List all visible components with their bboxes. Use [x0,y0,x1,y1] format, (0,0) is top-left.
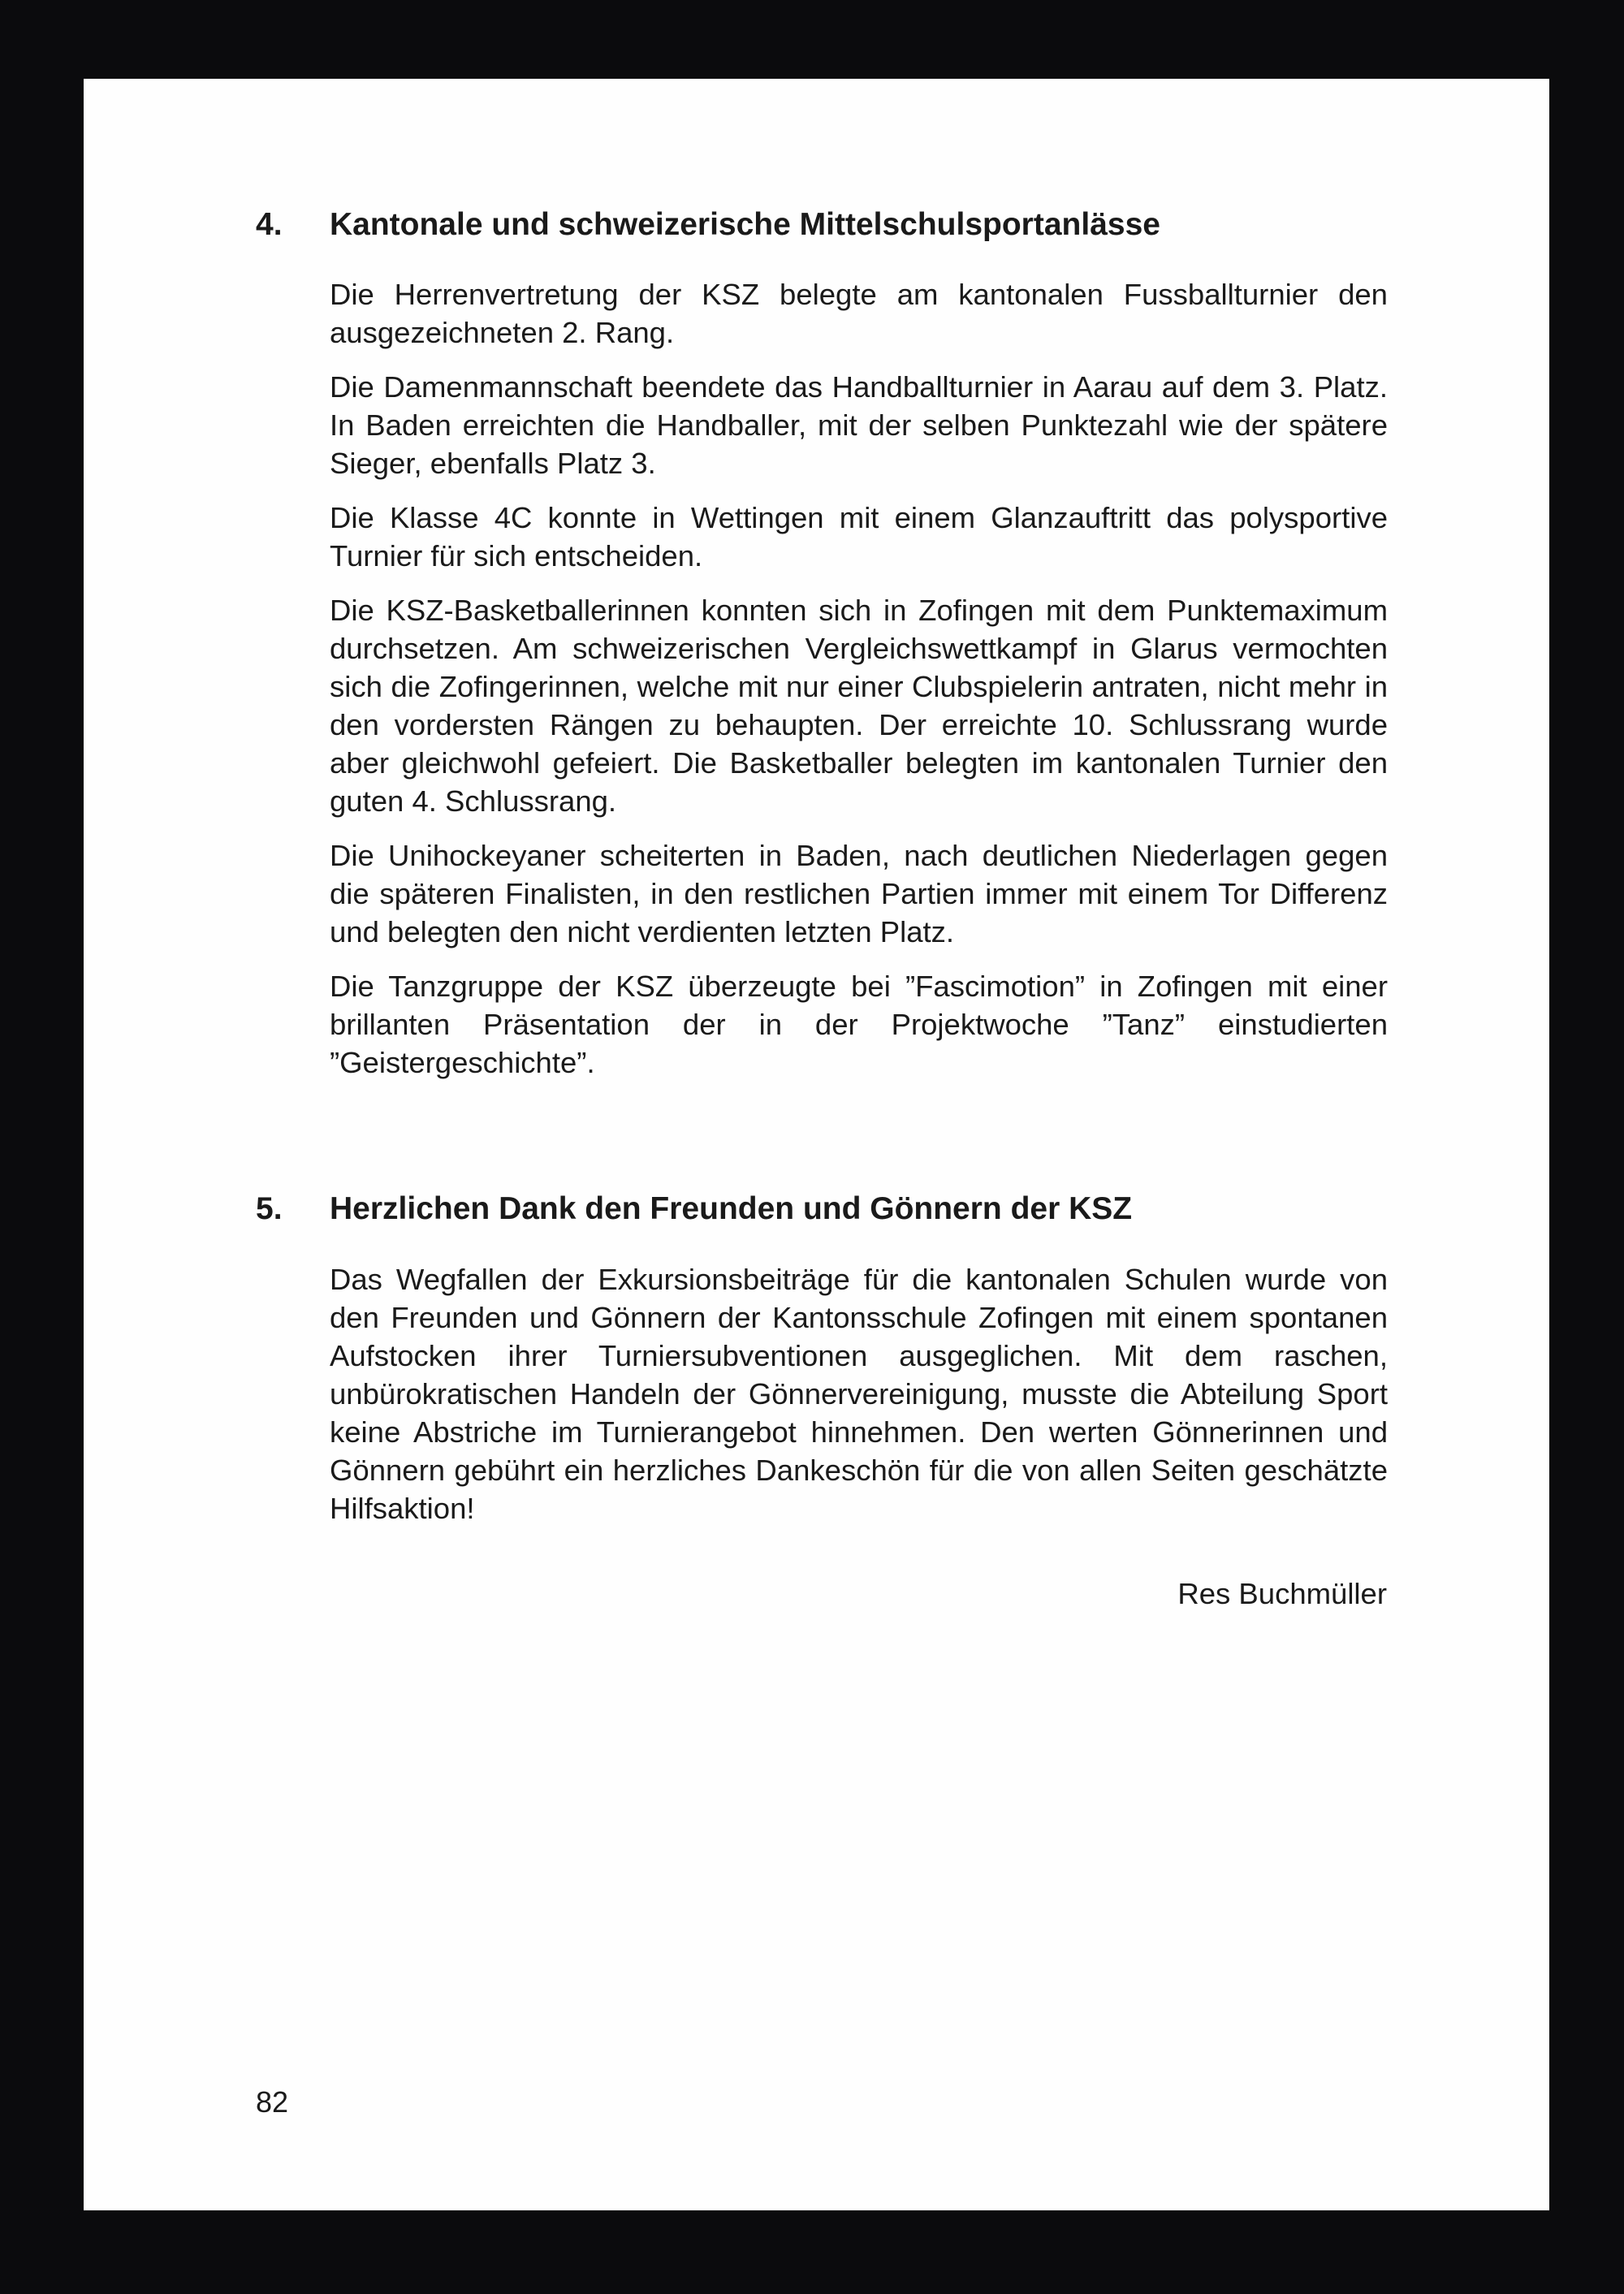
paragraph: Das Wegfallen der Exkursionsbeiträge für die kantonalen Schulen wurde von den Freunden und Gönnern der Kantonsschule Zofingen mit einem spontanen Aufstocken ihrer Turniersubventionen ausgeglichen. Mit dem raschen, unbürokratischen Handeln der Gönnervereinigung, musste die Abteilung Sport keine Abstriche im Turnierangebot hinnehmen. Den werten Gönnerinnen und Gönnern gebührt ein herzliches Dankeschön für die von allen Seiten geschätzte Hilfsaktion! [330,1263,1388,1525]
page-number: 82 [256,2085,289,2119]
paragraph: Die KSZ-Basketballerinnen konnten sich in Zofingen mit dem Punktemaximum durchsetzen. Am schweizerischen Vergleichswettkampf in Glarus vermochten sich die Zofingerinnen, welche mit nur einer Clubspielerin antraten, nicht mehr in den vordersten Rängen zu behaupten. Der erreichte 10. Schlussrang wurde aber gleichwohl gefeiert. Die Basketballer belegten im kantonalen Turnier den guten 4. Schlussrang. [330,594,1388,818]
section-title: Herzlichen Dank den Freunden und Gönnern der KSZ [330,1191,1133,1226]
section-title: Kantonale und schweizerische Mittelschulsportanlässe [330,207,1160,242]
section-5-body [330,1260,1388,1544]
paragraph: Die Tanzgruppe der KSZ überzeugte bei ”Fascimotion” in Zofingen mit einer brillanten Präsentation der in der Projektwoche ”Tanz” einstudierten ”Geistergeschichte”. [330,970,1388,1079]
paragraph: Die Unihockeyaner scheiterten in Baden, nach deutlichen Niederlagen gegen die späteren Finalisten, in den restlichen Partien immer mit einem Tor Differenz und belegten den nicht verdienten letzten Platz. [330,839,1388,948]
signature: Res Buchmüller [1177,1577,1387,1610]
paragraph: Die Damenmannschaft beendete das Handballturnier in Aarau auf dem 3. Platz. In Baden erreichten die Handballer, mit der selben Punktezahl wie der spätere Sieger, ebenfalls Platz 3. [330,370,1388,480]
document-page [84,79,1549,2210]
section-4-body [330,275,1388,1098]
section-number: 4. [256,207,283,242]
paragraph: Die Klasse 4C konnte in Wettingen mit einem Glanzauftritt das polysportive Turnier für sich entscheiden. [330,501,1388,572]
section-number: 5. [256,1191,283,1226]
paragraph: Die Herrenvertretung der KSZ belegte am kantonalen Fussballturnier den ausgezeichneten 2. Rang. [330,278,1388,349]
